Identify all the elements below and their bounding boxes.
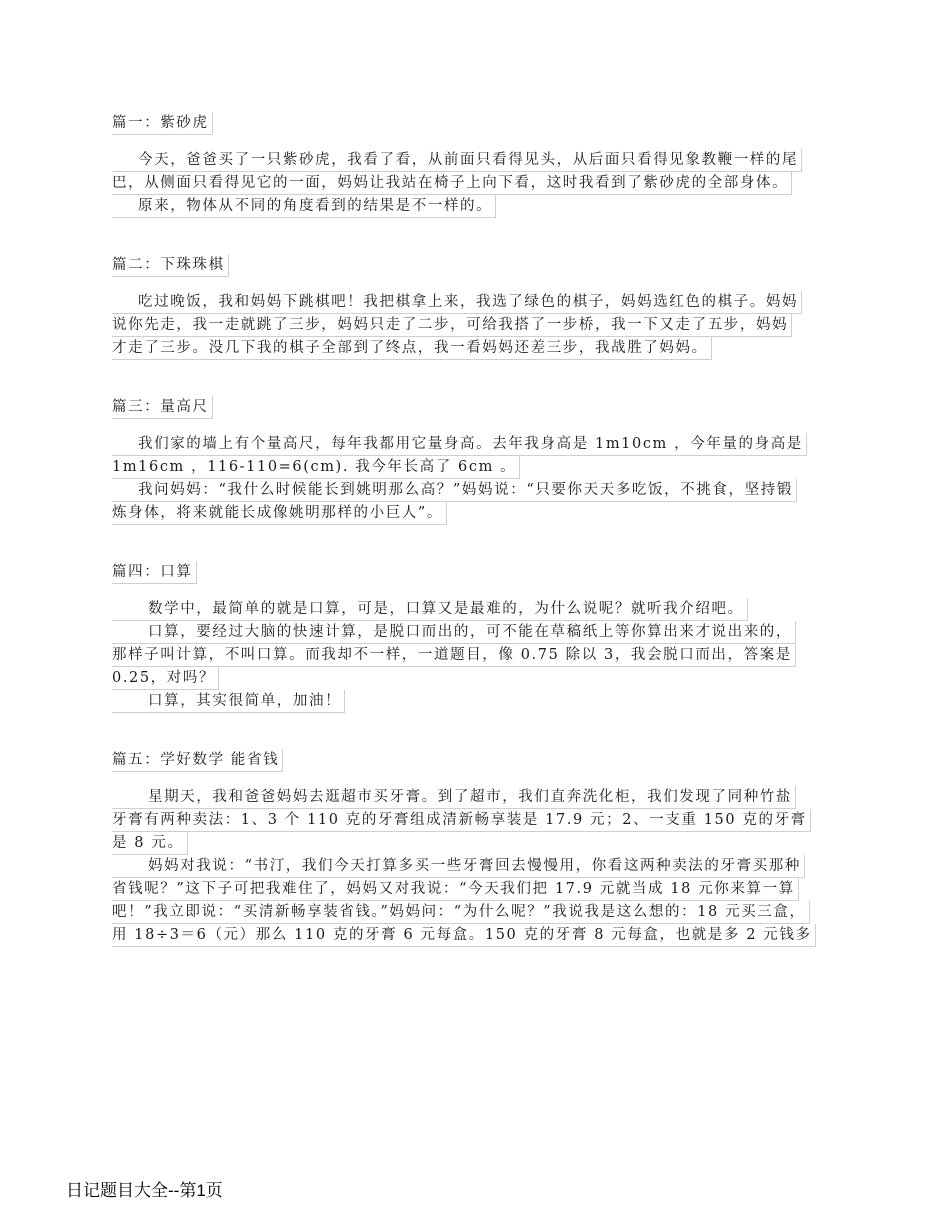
page-footer: 日记题目大全--第1页 <box>66 1181 223 1200</box>
paragraph-line: 省钱呢？”这下子可把我难住了，妈妈又对我说：“今天我们把 17.9 元就当成 18 元你来算一算 <box>112 878 799 901</box>
paragraph-line: 吃过晚饭，我和妈妈下跳棋吧！我把棋拿上来，我选了绿色的棋子，妈妈选红色的棋子。妈妈 <box>112 291 802 314</box>
section-3 <box>112 396 832 525</box>
document-body <box>112 112 832 983</box>
paragraph-line: 那样子叫计算，不叫口算。而我却不一样，一道题目，像 0.75 除以 3，我会脱口而出，答案是 <box>112 644 796 667</box>
section-1 <box>112 112 832 218</box>
paragraph-line: 用 18÷3＝6（元）那么 110 克的牙膏 6 元每盒。150 克的牙膏 8 元每盒，也就是多 2 元钱多 <box>112 924 816 947</box>
paragraph-line: 数学中，最简单的就是口算，可是，口算又是最难的，为什么说呢？就听我介绍吧。 <box>112 598 748 621</box>
section-title: 篇四：口算 <box>112 561 197 584</box>
section-title: 篇一：紫砂虎 <box>112 112 213 135</box>
section-2 <box>112 254 832 360</box>
section-title: 篇二：下珠珠棋 <box>112 254 229 277</box>
paragraph-line: 妈妈对我说：“书汀，我们今天打算多买一些牙膏回去慢慢用，你看这两种卖法的牙膏买那种 <box>112 855 805 878</box>
paragraph-line: 口算，其实很简单，加油！ <box>112 690 345 713</box>
section-title: 篇三：量高尺 <box>112 396 213 419</box>
paragraph-line: 才走了三步。没几下我的棋子全部到了终点，我一看妈妈还差三步，我战胜了妈妈。 <box>112 337 712 360</box>
paragraph-line: 星期天，我和爸爸妈妈去逛超市买牙膏。到了超市，我们直奔洗化柜，我们发现了同种竹盐 <box>112 786 796 809</box>
paragraph-line: 今天，爸爸买了一只紫砂虎，我看了看，从前面只看得见头，从后面只看得见象教鞭一样的尾 <box>112 149 802 172</box>
section-4 <box>112 561 832 713</box>
paragraph-line: 我问妈妈：“我什么时候能长到姚明那么高？”妈妈说：“只要你天天多吃饭，不挑食，坚持锻 <box>112 479 797 502</box>
paragraph-line: 是 8 元。 <box>112 832 188 855</box>
paragraph-line: 口算，要经过大脑的快速计算，是脱口而出的，可不能在草稿纸上等你算出来才说出来的， <box>112 621 796 644</box>
section-title: 篇五：学好数学 能省钱 <box>112 749 283 772</box>
paragraph-line: 牙膏有两种卖法：1、3 个 110 克的牙膏组成清新畅享装是 17.9 元；2、一支重 150 克的牙膏 <box>112 809 811 832</box>
paragraph-line: 0.25，对吗？ <box>112 667 219 690</box>
paragraph-line: 说你先走，我一走就跳了三步，妈妈只走了二步，可给我搭了一步桥，我一下又走了五步，妈妈 <box>112 314 792 337</box>
paragraph-line: 原来，物体从不同的角度看到的结果是不一样的。 <box>112 195 496 218</box>
paragraph-line: 巴，从侧面只看得见它的一面，妈妈让我站在椅子上向下看，这时我看到了紫砂虎的全部身体。 <box>112 172 792 195</box>
section-5 <box>112 749 832 947</box>
paragraph-line: 吧！”我立即说：“买清新畅享装省钱。”妈妈问：“为什么呢？”我说我是这么想的：18 元买三盒， <box>112 901 810 924</box>
paragraph-line: 1m16cm ，116-110=6(cm). 我今年长高了 6cm 。 <box>112 456 520 479</box>
paragraph-line: 我们家的墙上有个量高尺，每年我都用它量身高。去年我身高是 1m10cm ，今年量的身高是 <box>112 433 807 456</box>
paragraph-line: 炼身体，将来就能长成像姚明那样的小巨人”。 <box>112 502 447 525</box>
